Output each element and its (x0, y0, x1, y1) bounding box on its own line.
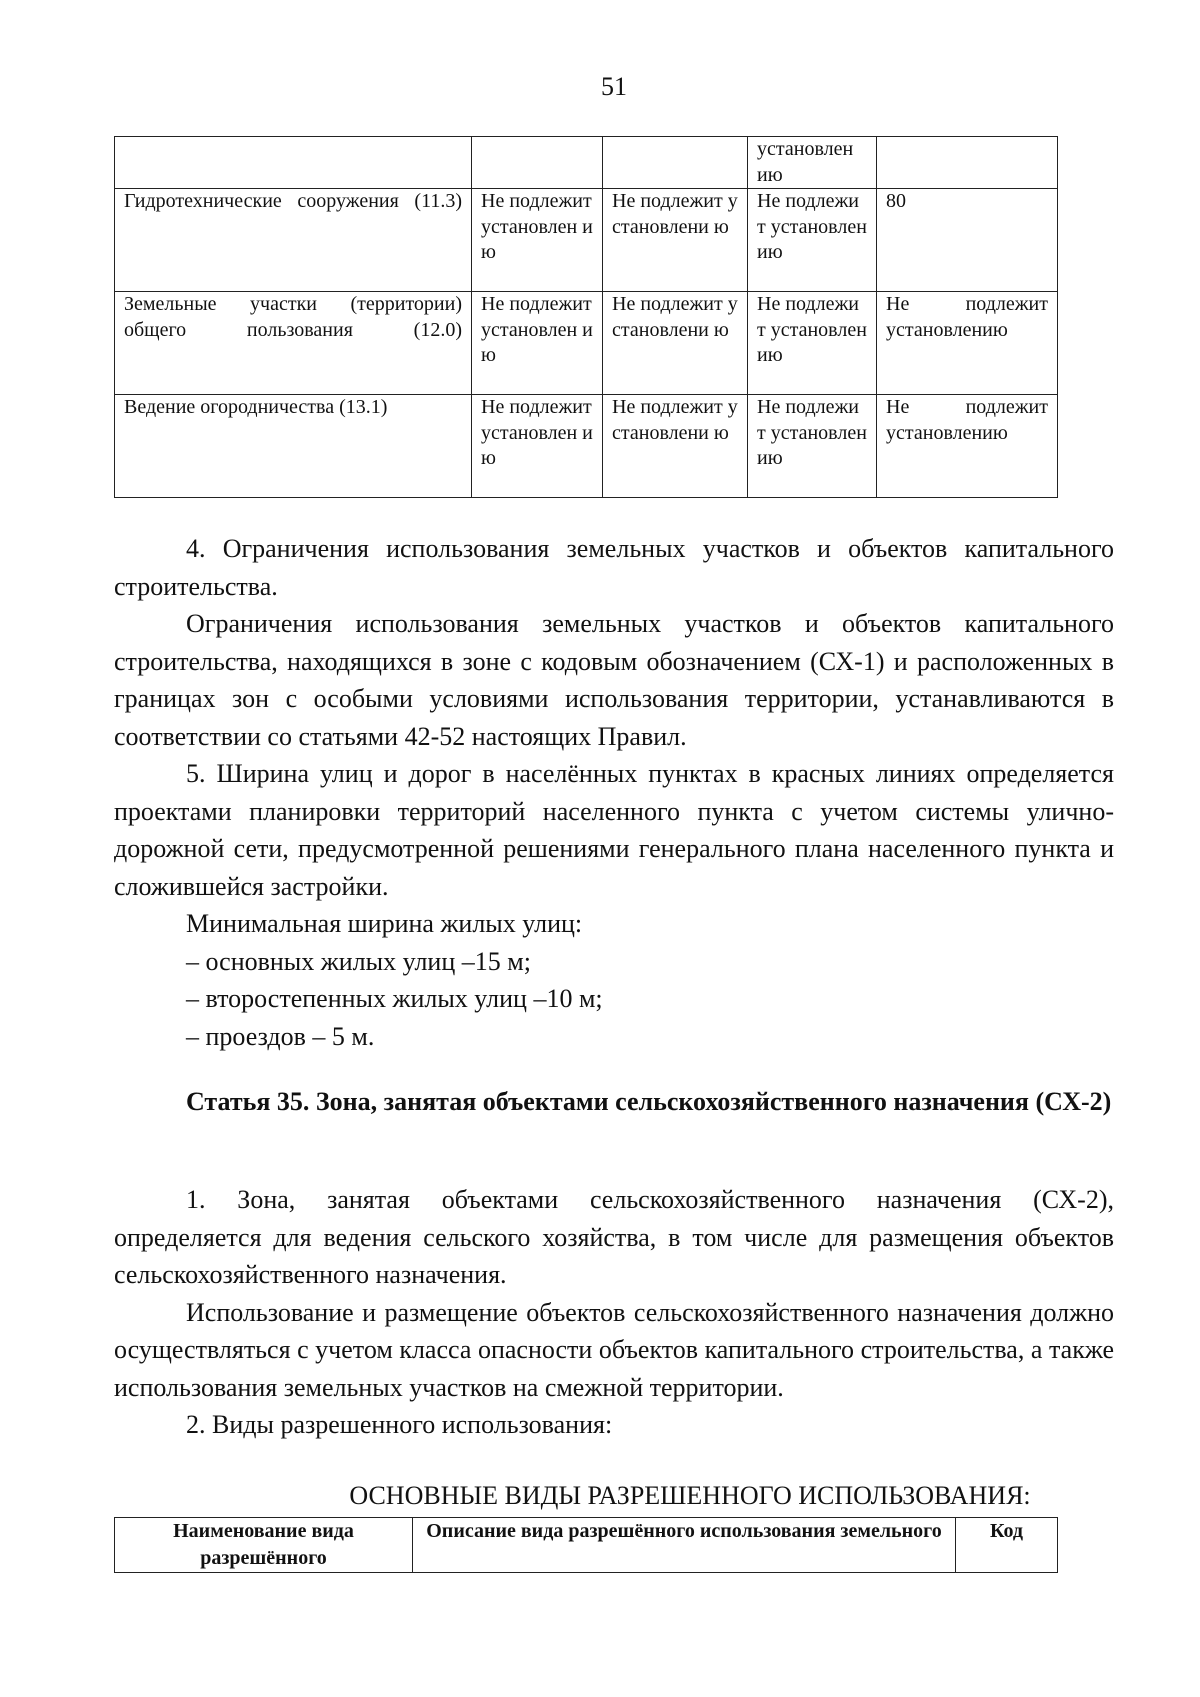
table-cell: Не подлежит установлени ю (603, 395, 748, 498)
table-row (115, 137, 1058, 189)
paragraph: Минимальная ширина жилых улиц: (186, 909, 583, 938)
list-item: – второстепенных жилых улиц –10 м; (186, 984, 603, 1013)
table-cell: Земельные участки (территории) общего пользования (12.0) (115, 292, 472, 395)
permitted-use-table (114, 1517, 1058, 1573)
table-cell (603, 137, 748, 189)
table-cell: Не подлежит установлен ию (748, 292, 877, 395)
column-header: Код (956, 1518, 1058, 1573)
table-cell: Не подлежит установлен ию (472, 292, 603, 395)
body-text (114, 530, 1114, 1055)
paragraph: Ограничения использования земельных участков и объектов капитального строительства, находящихся в зоне с кодовым обозначением (СХ-1) и расположенных в границах зон с особыми условиями использования территории, устанавливаются в соответствии со статьями 42-52 настоящих Правил. (114, 609, 1114, 751)
paragraph: 4. Ограничения использования земельных участков и объектов капитального строительства. (114, 534, 1114, 601)
list-item: – основных жилых улиц –15 м; (186, 946, 531, 976)
table-row (115, 292, 1058, 395)
restrictions-table (114, 136, 1058, 498)
table-cell (877, 137, 1058, 189)
table-caption: ОСНОВНЫЕ ВИДЫ РАЗРЕШЕННОГО ИСПОЛЬЗОВАНИЯ: (349, 1481, 1031, 1510)
paragraph: Использование и размещение объектов сельскохозяйственного назначения должно осуществляться с учетом класса опасности объектов капитального строительства, а также использования земельных участков на смежной территории. (114, 1297, 1114, 1402)
table-cell: Не подлежит установлен ию (748, 189, 877, 292)
paragraph: 2. Виды разрешенного использования: (186, 1410, 613, 1439)
table-cell: Не подлежит установлен ию (748, 395, 877, 498)
list-item: – проездов – 5 м. (186, 1021, 375, 1051)
table-header-row (115, 1518, 1058, 1573)
table-row (115, 189, 1058, 292)
table-cell: Ведение огородничества (13.1) (115, 395, 472, 498)
column-header: Наименование вида разрешённого (115, 1518, 413, 1573)
paragraph: 5. Ширина улиц и дорог в населённых пунктах в красных линиях определяется проектами планировки территорий населенного пункта с учетом системы улично-дорожной сети, предусмотренной решениями генерального плана населенного пункта и сложившейся застройки. (114, 759, 1114, 901)
table-row (115, 395, 1058, 498)
table-cell (115, 137, 472, 189)
table-cell: Не подлежит установлен ию (472, 395, 603, 498)
article-heading-block (114, 1083, 1114, 1121)
paragraph: 1. Зона, занятая объектами сельскохозяйственного назначения (СХ-2), определяется для ведения сельского хозяйства, в том числе для размещения объектов сельскохозяйственного назначения. (114, 1185, 1114, 1289)
table-cell: Гидротехнические сооружения (11.3) (115, 189, 472, 292)
table-cell: установлен ию (748, 137, 877, 189)
table-cell: Не подлежит установлению (877, 395, 1058, 498)
table-cell: Не подлежит установлен ию (472, 189, 603, 292)
table-cell: Не подлежит установлению (877, 292, 1058, 395)
body-text (114, 1181, 1114, 1444)
table-cell: Не подлежит установлени ю (603, 292, 748, 395)
table-cell (472, 137, 603, 189)
table-cell: 80 (877, 189, 1058, 292)
table-cell: Не подлежит установлени ю (603, 189, 748, 292)
column-header: Описание вида разрешённого использования земельного (413, 1518, 956, 1573)
page-number: 51 (601, 72, 627, 101)
article-heading: Статья 35. Зона, занятая объектами сельскохозяйственного назначения (СХ-2) (186, 1087, 1112, 1116)
